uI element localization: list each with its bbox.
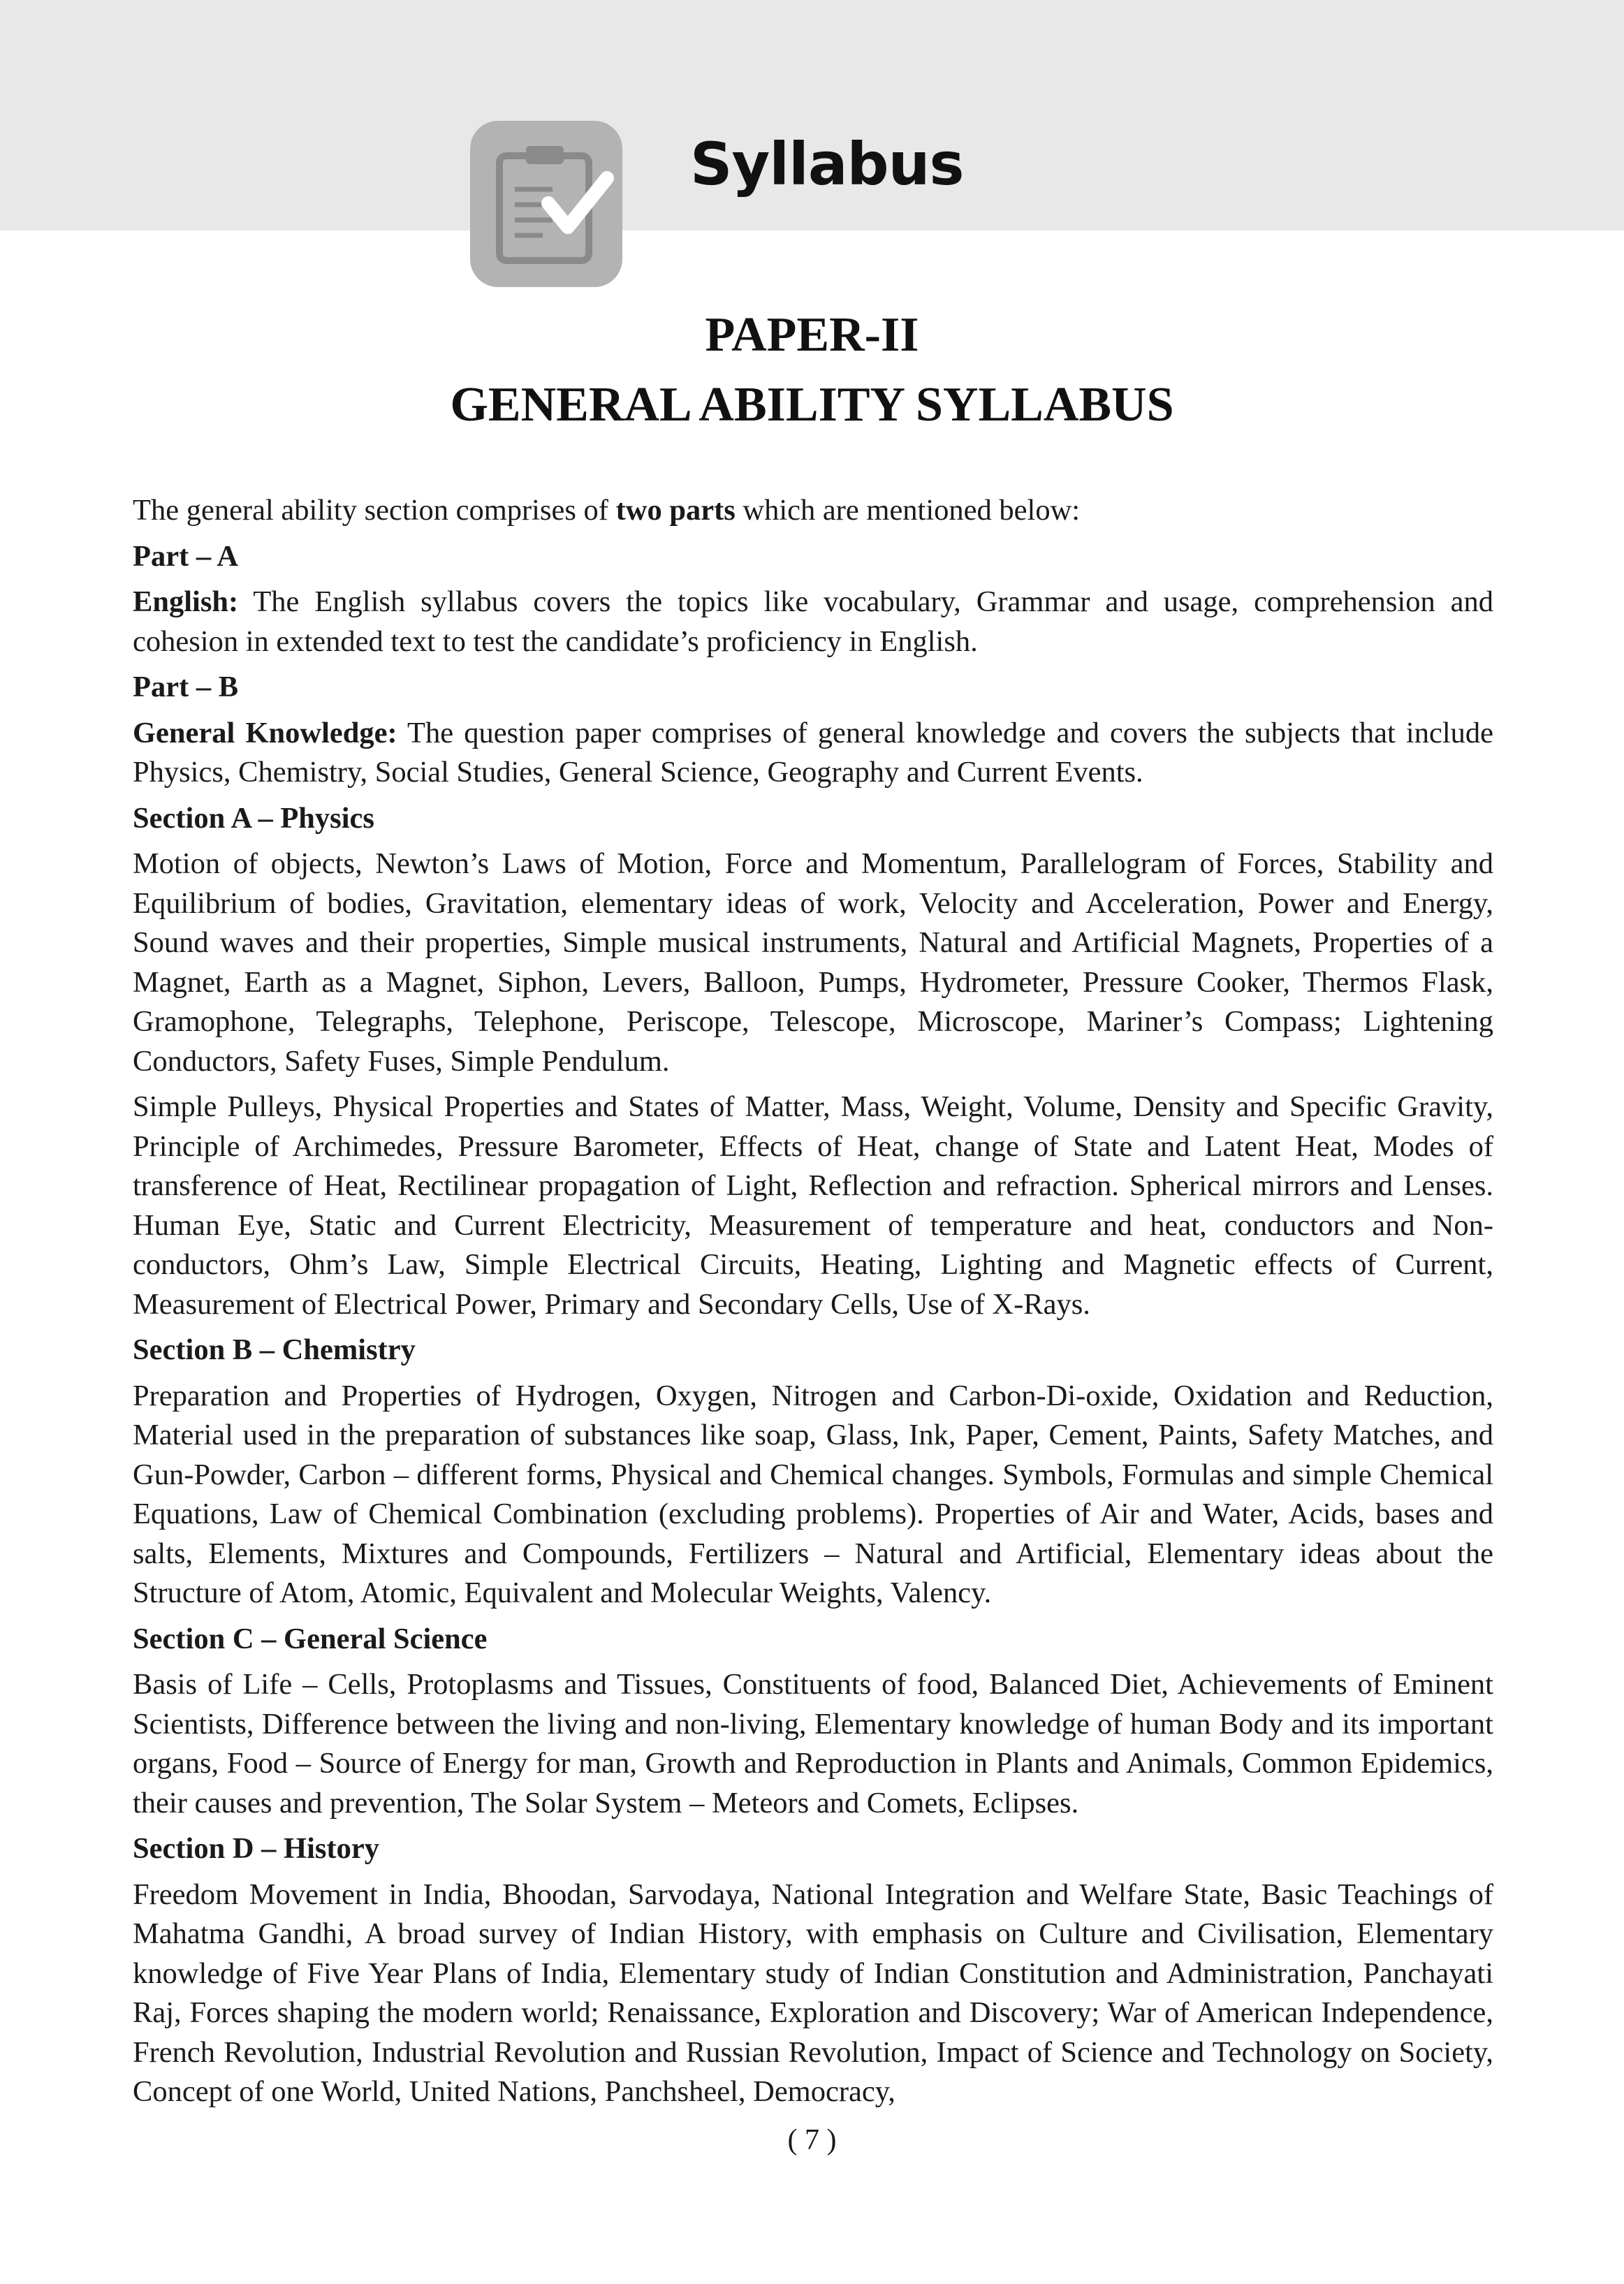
section-d-paragraph: Freedom Movement in India, Bhoodan, Sarvodaya, National Integration and Welfare State, Basic Teachings of Mahatma Gandhi, A broad survey of Indian History, with emphasis on Culture and Civilisation, Elementary knowledge of Five Year Plans of India, Elementary study of Indian Constitution and Administration, Panchayati Raj, Forces shaping the modern world; Renaissance, Exploration and Discovery; War of American Independence, French Revolution, Industrial Revolution and Russian Revolution, Impact of Science and Technology on Society, Concept of one World, United Nations, Panchsheel, Democracy, (133, 1877, 1493, 2108)
part-a-heading: Part – A (133, 539, 239, 573)
section-c-paragraph: Basis of Life – Cells, Protoplasms and Tissues, Constituents of food, Balanced Diet, Achievements of Eminent Scientists, Difference between the living and non-living, Elementary knowledge of human Body and its important organs, Food – Source of Energy for man, Growth and Reproduction in Plants and Animals, Common Epidemics, their causes and prevention, The Solar System – Meteors and Comets, Eclipses. (133, 1668, 1493, 1820)
section-d-heading: Section D – History (133, 1832, 379, 1865)
part-a-text: The English syllabus covers the topics like vocabulary, Grammar and usage, comprehension and cohesion in extended text to test the candidate’s proficiency in English. (133, 585, 1493, 658)
part-b-paragraph (133, 714, 1493, 793)
part-b-heading: Part – B (133, 671, 239, 703)
paper-subtitle: GENERAL ABILITY SYLLABUS (450, 378, 1174, 432)
page-header-title: Syllabus (690, 130, 964, 198)
section-b-paragraph: Preparation and Properties of Hydrogen, Oxygen, Nitrogen and Carbon-Di-oxide, Oxidation and Reduction, Material used in the preparation of substances like soap, Glass, Ink, Paper, Cement, Paints, Safety Matches, and Gun-Powder, Carbon – different forms, Physical and Chemical changes. Symbols, Formulas and simple Chemical Equations, Law of Chemical Combination (excluding problems). Properties of Air and Water, Acids, bases and salts, Elements, Mixtures and Compounds, Fertilizers – Natural and Artificial, Elementary ideas about the Structure of Atom, Atomic, Equivalent and Molecular Weights, Valency. (133, 1379, 1493, 1609)
section-b-heading: Section B – Chemistry (133, 1333, 416, 1366)
paper-title: PAPER-II (705, 308, 919, 362)
intro-text-after: which are mentioned below: (735, 494, 1081, 527)
page-number: ( 7 ) (787, 2124, 837, 2156)
intro-text-before: The general ability section comprises of (133, 494, 616, 527)
part-a-label: English: (133, 585, 239, 618)
intro-paragraph (133, 491, 1493, 531)
clipboard-check-icon (470, 121, 622, 287)
part-b-text: The question paper comprises of general knowledge and covers the subjects that include Physics, Chemistry, Social Studies, General Science, Geography and Current Events. (133, 716, 1493, 789)
part-b-label: General Knowledge: (133, 716, 397, 749)
intro-bold: two parts (615, 494, 736, 527)
section-a-paragraph-2: Simple Pulleys, Physical Properties and States of Matter, Mass, Weight, Volume, Density and Specific Gravity, Principle of Archimedes, Pressure Barometer, Effects of Heat, change of State and Latent Heat, Modes of transference of Heat, Rectilinear propagation of Light, Reflection and refraction. Spherical mirrors and Lenses. Human Eye, Static and Current Electricity, Measurement of temperature and heat, conductors and Non-conductors, Ohm’s Law, Simple Electrical Circuits, Heating, Lighting and Magnetic effects of Current, Measurement of Electrical Power, Primary and Secondary Cells, Use of X-Rays. (133, 1090, 1493, 1321)
syllabus-content (133, 491, 1493, 2118)
section-a-paragraph-1: Motion of objects, Newton’s Laws of Motion, Force and Momentum, Parallelogram of Forces, Stability and Equilibrium of bodies, Gravitation, elementary ideas of work, Velocity and Acceleration, Power and Energy, Sound waves and their properties, Simple musical instruments, Natural and Artificial Magnets, Properties of a Magnet, Earth as a Magnet, Siphon, Levers, Balloon, Pumps, Hydrometer, Pressure Cooker, Thermos Flask, Gramophone, Telegraphs, Telephone, Periscope, Telescope, Microscope, Mariner’s Compass; Lightening Conductors, Safety Fuses, Simple Pendulum. (133, 847, 1493, 1078)
section-a-heading: Section A – Physics (133, 801, 374, 835)
section-c-heading: Section C – General Science (133, 1622, 488, 1655)
part-a-paragraph (133, 583, 1493, 661)
